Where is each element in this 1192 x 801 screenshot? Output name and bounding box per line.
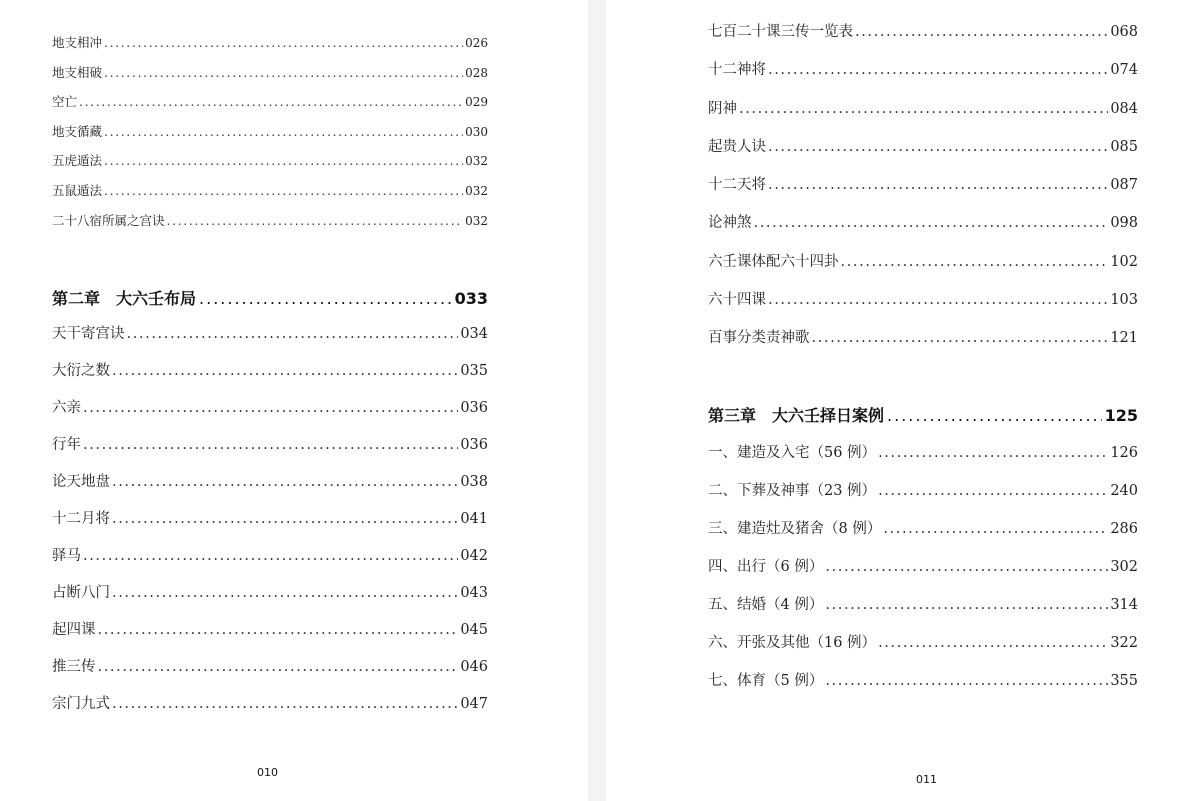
dot-leader xyxy=(83,437,458,453)
toc-list-right-upper xyxy=(708,20,1138,365)
dot-leader xyxy=(812,330,1109,346)
chapter-heading-3[interactable] xyxy=(708,403,1138,426)
toc-entry[interactable] xyxy=(708,288,1138,326)
toc-entry-page: 043 xyxy=(460,585,488,601)
toc-entry[interactable] xyxy=(52,433,488,470)
toc-entry-title: 十二月将 xyxy=(52,511,110,527)
toc-entry[interactable] xyxy=(708,669,1138,707)
toc-entry-page: 126 xyxy=(1110,445,1138,461)
toc-entry-page: 045 xyxy=(460,622,488,638)
dot-leader xyxy=(887,406,1102,425)
toc-entry[interactable] xyxy=(52,507,488,544)
toc-entry[interactable] xyxy=(52,470,488,507)
toc-entry[interactable] xyxy=(708,326,1138,364)
toc-entry-title: 地支相破 xyxy=(52,64,103,80)
toc-entry-page: 286 xyxy=(1110,521,1138,537)
toc-entry-title: 十二神将 xyxy=(708,62,766,79)
toc-entry[interactable] xyxy=(52,655,488,692)
toc-entry[interactable] xyxy=(52,544,488,581)
dot-leader xyxy=(825,597,1108,613)
dot-leader xyxy=(104,65,463,80)
toc-entry-title: 五虎遁法 xyxy=(52,153,103,169)
toc-entry-title: 七百二十课三传一览表 xyxy=(708,24,853,40)
toc-entry[interactable] xyxy=(52,322,488,359)
toc-entry-page: 042 xyxy=(460,548,488,564)
toc-entry-title: 四、出行（6 例） xyxy=(708,559,824,575)
chapter-title: 大六壬布局 xyxy=(116,289,197,308)
toc-entry-page: 084 xyxy=(1110,100,1138,117)
dot-leader xyxy=(855,24,1108,40)
toc-entry-page: 035 xyxy=(460,363,488,379)
toc-entry-page: 087 xyxy=(1110,177,1138,194)
toc-entry[interactable] xyxy=(708,555,1138,593)
dot-leader xyxy=(127,326,459,342)
dot-leader xyxy=(104,124,463,139)
dot-leader xyxy=(825,559,1108,575)
toc-entry-page: 032 xyxy=(465,154,488,169)
toc-entry-page: 030 xyxy=(465,124,488,139)
dot-leader xyxy=(883,521,1108,537)
toc-entry-title: 推三传 xyxy=(52,659,96,675)
dot-leader xyxy=(841,254,1109,270)
page-number-left: 010 xyxy=(257,766,278,779)
toc-entry-page: 029 xyxy=(465,95,488,110)
chapter-number: 第三章 xyxy=(708,406,757,425)
toc-entry-title: 地支相冲 xyxy=(52,35,103,50)
dot-leader xyxy=(104,35,463,50)
toc-entry[interactable] xyxy=(708,97,1138,135)
chapter-page: 125 xyxy=(1104,406,1138,425)
dot-leader xyxy=(112,585,458,601)
dot-leader xyxy=(878,635,1108,651)
toc-entry-title: 七、体育（5 例） xyxy=(708,673,824,689)
toc-entry-title: 起四课 xyxy=(52,622,96,638)
toc-entry[interactable] xyxy=(708,517,1138,555)
toc-entry-title: 六壬课体配六十四卦 xyxy=(708,253,839,270)
dot-leader xyxy=(79,94,463,109)
toc-entry-title: 二十八宿所属之宫诀 xyxy=(52,212,165,228)
toc-entry-page: 322 xyxy=(1110,635,1138,651)
chapter-heading-2[interactable] xyxy=(52,286,488,309)
toc-entry-page: 041 xyxy=(460,511,488,527)
toc-entry-title: 六、开张及其他（16 例） xyxy=(708,635,877,651)
page-number-right: 011 xyxy=(916,773,937,786)
toc-entry-page: 240 xyxy=(1110,483,1138,499)
toc-entry-title: 起贵人诀 xyxy=(708,138,766,155)
toc-entry-page: 028 xyxy=(465,65,488,80)
toc-entry-page: 026 xyxy=(465,36,488,50)
toc-entry-page: 102 xyxy=(1110,253,1138,270)
toc-entry-page: 038 xyxy=(460,474,488,490)
dot-leader xyxy=(112,511,458,527)
chapter-number: 第二章 xyxy=(52,289,101,308)
toc-entry-title: 大衍之数 xyxy=(52,363,110,379)
dot-leader xyxy=(98,622,459,638)
toc-list-right-lower xyxy=(708,441,1138,707)
dot-leader xyxy=(112,474,458,490)
toc-entry-title: 一、建造及入宅（56 例） xyxy=(708,445,877,461)
dot-leader xyxy=(112,363,458,379)
toc-entry[interactable] xyxy=(52,33,488,63)
toc-entry-page: 068 xyxy=(1110,24,1138,40)
toc-entry-page: 355 xyxy=(1110,673,1138,689)
dot-leader xyxy=(739,101,1108,117)
toc-entry-title: 空亡 xyxy=(52,94,78,110)
dot-leader xyxy=(104,183,463,198)
toc-entry-title: 论神煞 xyxy=(708,215,752,232)
toc-entry-page: 036 xyxy=(460,437,488,453)
toc-entry-title: 六十四课 xyxy=(708,292,766,309)
toc-entry-title: 论天地盘 xyxy=(52,474,110,490)
toc-entry[interactable] xyxy=(52,181,488,211)
toc-entry-title: 百事分类责神歌 xyxy=(708,330,810,347)
toc-entry-page: 047 xyxy=(460,696,488,712)
toc-entry[interactable] xyxy=(708,135,1138,173)
dot-leader xyxy=(878,483,1108,499)
toc-entry[interactable] xyxy=(52,618,488,655)
dot-leader xyxy=(83,400,458,416)
dot-leader xyxy=(83,548,458,564)
toc-entry[interactable] xyxy=(708,173,1138,211)
toc-entry-title: 五鼠遁法 xyxy=(52,182,103,198)
toc-entry-page: 098 xyxy=(1110,215,1138,232)
toc-entry-page: 074 xyxy=(1110,62,1138,79)
toc-entry-title: 占断八门 xyxy=(52,585,110,601)
dot-leader xyxy=(754,215,1109,231)
toc-entry[interactable] xyxy=(52,151,488,181)
toc-entry-page: 036 xyxy=(460,400,488,416)
toc-entry[interactable] xyxy=(708,58,1138,96)
toc-entry-page: 032 xyxy=(465,183,488,198)
dot-leader xyxy=(768,177,1108,193)
toc-entry[interactable] xyxy=(52,359,488,396)
dot-leader xyxy=(199,289,452,308)
dot-leader xyxy=(167,213,464,228)
toc-entry-page: 046 xyxy=(460,659,488,675)
dot-leader xyxy=(768,139,1108,155)
toc-entry[interactable] xyxy=(52,122,488,152)
dot-leader xyxy=(825,673,1108,689)
chapter-page: 033 xyxy=(454,289,488,308)
toc-entry[interactable] xyxy=(52,581,488,618)
toc-list-left-upper xyxy=(52,33,488,240)
toc-entry[interactable] xyxy=(708,250,1138,288)
toc-entry-title: 驿马 xyxy=(52,548,81,564)
toc-list-left-lower xyxy=(52,322,488,729)
toc-entry[interactable] xyxy=(52,92,488,122)
toc-entry-page: 103 xyxy=(1110,292,1138,309)
toc-entry[interactable] xyxy=(708,441,1138,479)
toc-entry-page: 032 xyxy=(465,213,488,228)
toc-entry-title: 地支循藏 xyxy=(52,123,103,139)
dot-leader xyxy=(878,445,1108,461)
toc-entry-page: 121 xyxy=(1110,330,1138,347)
toc-entry[interactable] xyxy=(708,593,1138,631)
toc-entry-page: 314 xyxy=(1110,597,1138,613)
toc-entry-title: 五、结婚（4 例） xyxy=(708,597,824,613)
toc-entry-title: 三、建造灶及猪舍（8 例） xyxy=(708,521,882,537)
dot-leader xyxy=(768,62,1108,78)
toc-entry-title: 十二天将 xyxy=(708,177,766,194)
toc-entry-title: 天干寄宫诀 xyxy=(52,326,125,342)
dot-leader xyxy=(768,292,1108,308)
toc-entry[interactable] xyxy=(708,631,1138,669)
toc-entry[interactable] xyxy=(52,396,488,433)
chapter-title: 大六壬择日案例 xyxy=(772,406,885,425)
toc-entry-page: 034 xyxy=(460,326,488,342)
toc-entry-title: 二、下葬及神事（23 例） xyxy=(708,483,877,499)
dot-leader xyxy=(112,696,458,712)
toc-entry[interactable] xyxy=(52,63,488,93)
toc-entry-title: 宗门九式 xyxy=(52,696,110,712)
toc-entry[interactable] xyxy=(52,692,488,729)
toc-entry-page: 302 xyxy=(1110,559,1138,575)
toc-entry-title: 行年 xyxy=(52,437,81,453)
toc-entry[interactable] xyxy=(708,479,1138,517)
toc-entry-title: 阴神 xyxy=(708,100,737,117)
dot-leader xyxy=(104,153,463,168)
toc-entry[interactable] xyxy=(708,211,1138,249)
dot-leader xyxy=(98,659,459,675)
toc-entry[interactable] xyxy=(52,211,488,241)
toc-entry-title: 六亲 xyxy=(52,400,81,416)
toc-entry-page: 085 xyxy=(1110,138,1138,155)
toc-entry[interactable] xyxy=(708,20,1138,58)
